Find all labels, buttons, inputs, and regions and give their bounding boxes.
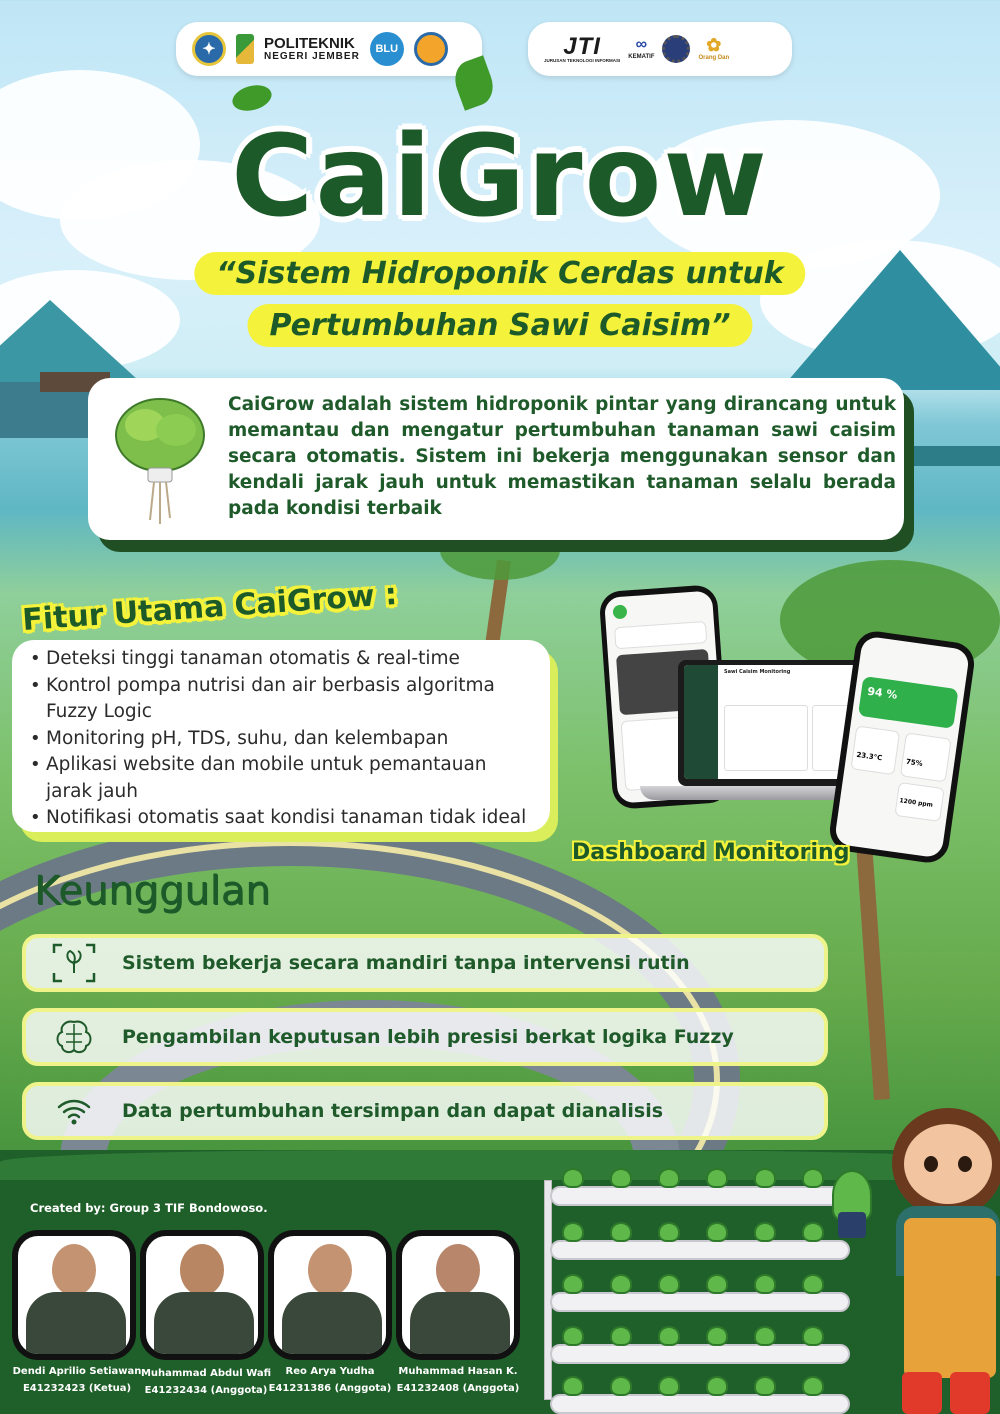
member-name: Dendi Aprilio Setiawan — [12, 1366, 142, 1377]
lettuce-plant-icon — [562, 1326, 584, 1346]
list-item: • Notifikasi otomatis saat kondisi tanaman tidak ideal — [30, 805, 536, 832]
lettuce-plant-icon — [610, 1168, 632, 1188]
lettuce-plant-icon — [658, 1274, 680, 1294]
list-item: • Monitoring pH, TDS, suhu, dan kelembapan — [30, 726, 536, 753]
phone-temp-card — [850, 725, 900, 775]
plant-scan-icon — [26, 943, 122, 983]
farmer-eye — [924, 1156, 938, 1172]
lettuce-plant-icon — [658, 1222, 680, 1242]
member-name: Muhammad Abdul Wafi — [140, 1368, 272, 1379]
advantage-text: Pengambilan keputusan lebih presisi berkat logika Fuzzy — [122, 1026, 734, 1048]
lettuce-plant-icon — [802, 1168, 824, 1188]
lettuce-plant-icon — [706, 1326, 728, 1346]
lettuce-plant-icon — [802, 1222, 824, 1242]
laptop-chart — [724, 705, 808, 771]
advantage-item — [22, 1008, 828, 1066]
member-photo-1 — [12, 1230, 136, 1360]
member-avatar — [180, 1244, 224, 1296]
member-name: Reo Arya Yudha — [285, 1366, 375, 1377]
phone-value-pct: 94 % — [866, 684, 899, 702]
rack-pipe — [550, 1292, 850, 1312]
member-caption-1 — [2, 1363, 152, 1397]
member-jacket — [26, 1292, 126, 1360]
lettuce-plant-icon — [706, 1168, 728, 1188]
jti-label: JTI — [563, 33, 601, 61]
logo-bar-left — [176, 22, 482, 76]
lettuce-plant-icon — [658, 1168, 680, 1188]
member-name: Muhammad Hasan K. — [398, 1366, 518, 1377]
rack-pipe — [550, 1240, 850, 1260]
member-id: E41231386 (Anggota) — [268, 1383, 392, 1394]
phone-humidity-card — [900, 732, 952, 782]
lettuce-plant-icon — [754, 1222, 776, 1242]
advantages-title: Keunggulan — [34, 868, 271, 914]
brain-icon — [26, 1018, 122, 1056]
list-item: • Deteksi tinggi tanaman otomatis & real-time — [30, 646, 536, 673]
jti-sublabel: JURUSAN TEKNOLOGI INFORMASI — [544, 58, 621, 64]
orang-logo — [698, 36, 729, 61]
features-title: Fitur Utama CaiGrow : — [21, 576, 399, 639]
member-photo-4 — [396, 1230, 520, 1360]
lettuce-plant-icon — [706, 1274, 728, 1294]
lettuce-plant-icon — [754, 1168, 776, 1188]
lettuce-plant-icon — [802, 1376, 824, 1396]
laptop-screen — [684, 665, 860, 779]
lettuce-plant-icon — [754, 1326, 776, 1346]
logo-bar-right — [528, 22, 792, 76]
member-id: E41232408 (Anggota) — [396, 1383, 520, 1394]
orang-mark-icon: ✿ — [706, 35, 722, 56]
phone-ppm-card — [894, 782, 944, 822]
wifi-icon — [26, 1097, 122, 1125]
campus-badge-icon — [414, 32, 448, 66]
member-avatar — [308, 1244, 352, 1296]
list-item: • Kontrol pompa nutrisi dan air berbasis algoritma Fuzzy Logic — [30, 673, 536, 726]
lettuce-plant-icon — [706, 1376, 728, 1396]
orang-label: Orang Dan — [698, 55, 730, 62]
phone-card — [614, 621, 707, 649]
features-card — [12, 640, 550, 832]
phone-temp: 23.3°C — [855, 750, 883, 763]
sprout-leaf-icon — [230, 81, 275, 115]
kematif-mark-icon: ∞ — [635, 36, 648, 54]
phone-value-card — [858, 676, 959, 729]
member-jacket — [282, 1292, 382, 1360]
member-jacket — [154, 1292, 254, 1360]
lettuce-plant-icon — [658, 1326, 680, 1346]
description-card — [88, 378, 904, 540]
member-avatar — [52, 1244, 96, 1296]
pier-right — [900, 446, 1000, 466]
farmer-overalls — [904, 1218, 996, 1378]
advantage-text: Data pertumbuhan tersimpan dan dapat dianalisis — [122, 1100, 664, 1122]
gear-emblem-icon — [662, 35, 690, 63]
farmer-eye — [958, 1156, 972, 1172]
laptop-title: Sawi Caisim Monitoring — [724, 669, 791, 675]
lettuce-plant-icon — [754, 1274, 776, 1294]
lettuce-plant-icon — [610, 1274, 632, 1294]
rack-pipe — [550, 1344, 850, 1364]
lettuce-plant-icon — [610, 1222, 632, 1242]
member-photo-2 — [140, 1230, 264, 1360]
features-list — [12, 640, 550, 832]
farmer-face — [904, 1124, 992, 1204]
phone-humidity: 75% — [905, 757, 924, 768]
farmer-boot — [902, 1372, 942, 1414]
phone-right-screen — [834, 636, 970, 859]
lettuce-plant-icon — [610, 1326, 632, 1346]
farmer-boot — [950, 1372, 990, 1414]
lettuce-plant-icon — [802, 1274, 824, 1294]
list-item: • Aplikasi website dan mobile untuk pemantauan jarak jauh — [30, 752, 536, 805]
member-jacket — [410, 1292, 510, 1360]
polije-subname: NEGERI JEMBER — [264, 50, 360, 62]
kematif-logo — [628, 37, 654, 60]
member-id: E41232434 (Anggota) — [144, 1385, 268, 1396]
lettuce-icon — [110, 390, 210, 530]
member-caption-4 — [383, 1363, 533, 1397]
member-photo-3 — [268, 1230, 392, 1360]
member-id: E41232423 (Ketua) — [22, 1383, 132, 1394]
lettuce-plant-icon — [802, 1326, 824, 1346]
page-title: CaiGrow — [231, 112, 769, 242]
polije-wordmark — [264, 36, 360, 62]
phone-ppm: 1200 ppm — [899, 797, 934, 809]
advantage-item — [22, 1082, 828, 1140]
description-text: CaiGrow adalah sistem hidroponik pintar yang dirancang untuk memantau dan mengatur pertumbuhan tanaman sawi caisim secara otomatis. Sistem ini bekerja menggunakan sensor dan kendali jarak jauh untuk memastikan tanaman selalu berada pada kondisi terbaik — [228, 394, 896, 519]
polije-name: POLITEKNIK — [264, 34, 355, 52]
subtitle-line-2: Pertumbuhan Sawi Caisim” — [247, 304, 752, 347]
kematif-label: KEMATIF — [628, 54, 655, 61]
lettuce-plant-icon — [562, 1274, 584, 1294]
blu-badge-label: BLU — [375, 43, 399, 55]
rack-post — [544, 1180, 552, 1400]
lettuce-plant-icon — [706, 1222, 728, 1242]
lettuce-plant-icon — [754, 1376, 776, 1396]
dashboard-caption: Dashboard Monitoring — [572, 840, 850, 865]
phone-header-icon — [612, 604, 627, 619]
advantage-item — [22, 934, 828, 992]
lettuce-plant-icon — [658, 1376, 680, 1396]
subtitle-line-1: “Sistem Hidroponik Cerdas untuk — [194, 252, 805, 295]
polije-mark-icon — [236, 34, 254, 64]
jti-wordmark — [544, 34, 620, 64]
laptop-sidebar — [684, 665, 718, 779]
lettuce-plant-icon — [562, 1376, 584, 1396]
lettuce-plant-icon — [562, 1168, 584, 1188]
polije-emblem-icon: ✦ — [192, 32, 226, 66]
advantage-text: Sistem bekerja secara mandiri tanpa intervensi rutin — [122, 952, 690, 974]
member-avatar — [436, 1244, 480, 1296]
created-by: Created by: Group 3 TIF Bondowoso. — [30, 1201, 268, 1215]
rack-pipe — [550, 1186, 850, 1206]
lettuce-plant-icon — [562, 1222, 584, 1242]
lettuce-plant-icon — [610, 1376, 632, 1396]
rack-pipe — [550, 1394, 850, 1414]
blu-badge — [370, 32, 404, 66]
farmer-pot — [838, 1212, 866, 1238]
